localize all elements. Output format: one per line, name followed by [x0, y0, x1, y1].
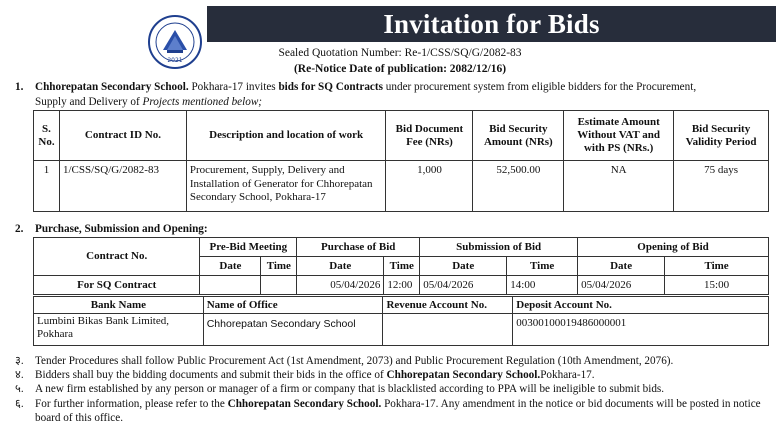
cell-revenue-account	[383, 314, 513, 346]
prebid-header: Pre-Bid Meeting	[200, 238, 297, 257]
table-row	[34, 161, 769, 212]
bank-table	[33, 296, 769, 346]
cell-description: Procurement, Supply, Delivery and Installation of Generator for Chhorepatan Secondary School, Pokhara-17	[186, 161, 386, 212]
cell-opening-date: 05/04/2026	[578, 276, 665, 295]
cell-purchase-date: 05/04/2026	[297, 276, 384, 295]
col-header-description: Description and location of work	[186, 111, 386, 161]
date-header: Date	[297, 257, 384, 276]
renotice-date: (Re-Notice Date of publication: 2082/12/16)	[293, 63, 507, 75]
purchase-header: Purchase of Bid	[297, 238, 420, 257]
cell-purchase-time: 12:00	[384, 276, 420, 295]
contract-table	[33, 110, 769, 212]
cell-submission-date: 05/04/2026	[420, 276, 507, 295]
time-header: Time	[261, 257, 297, 276]
date-header: Date	[578, 257, 665, 276]
schedule-table	[33, 237, 769, 295]
list-item: ५. A new firm established by any person or manager of a firm or company that is blacklisted according to PPA will be ineligible to submit bids.	[15, 383, 665, 396]
col-header-fee: Bid Document Fee (NRs)	[386, 111, 473, 161]
list-item: ६. For further information, please refer to the Chhorepatan Secondary School. Pokhara-17. Any amendment in the notice or bid documents will be posted in notice board of this office.	[15, 397, 761, 424]
revenue-header: Revenue Account No.	[383, 297, 513, 314]
time-header: Time	[507, 257, 578, 276]
cell-contract: For SQ Contract	[34, 276, 200, 295]
cell-prebid-date	[200, 276, 261, 295]
cell-submission-time: 14:00	[507, 276, 578, 295]
time-header: Time	[384, 257, 420, 276]
deposit-header: Deposit Account No.	[513, 297, 769, 314]
opening-header: Opening of Bid	[578, 238, 769, 257]
col-header-estimate: Estimate Amount Without VAT and with PS (NRs.)	[564, 111, 674, 161]
list-item: ३. Tender Procedures shall follow Public Procurement Act (1st Amendment, 2073) and Public Procurement Regulation (10th Amendment, 2076).	[15, 355, 674, 367]
cell-contract-id: 1/CSS/SQ/G/2082-83	[59, 161, 186, 212]
submission-header: Submission of Bid	[420, 238, 578, 257]
svg-text:2021: 2021	[167, 57, 183, 64]
cell-bank-name: Lumbini Bikas Bank Limited, Pokhara	[34, 314, 204, 346]
col-header-security: Bid Security Amount (NRs)	[473, 111, 564, 161]
list-item: ४. Bidders shall buy the bidding documents and submit their bids in the office of Chhorepatan Secondary School.Pokhara-17.	[15, 369, 595, 382]
cell-office: Chhorepatan Secondary School	[203, 314, 383, 346]
office-header: Name of Office	[203, 297, 383, 314]
table-row	[34, 314, 769, 346]
cell-sno: 1	[34, 161, 60, 212]
cell-security: 52,500.00	[473, 161, 564, 212]
cell-fee: 1,000	[386, 161, 473, 212]
notes-list	[15, 354, 775, 425]
cell-prebid-time	[261, 276, 297, 295]
date-header: Date	[200, 257, 261, 276]
cell-validity: 75 days	[674, 161, 769, 212]
col-header-validity: Bid Security Validity Period	[674, 111, 769, 161]
col-header-contract-id: Contract ID No.	[59, 111, 186, 161]
intro-paragraph: 1. Chhorepatan Secondary School. Pokhara-17 invites bids for SQ Contracts under procurement system from eligible bidders for the Procurement, Supply and Delivery of Projects mentioned below;	[15, 81, 697, 108]
col-header-sno: S. No.	[34, 111, 60, 161]
section2-heading: 2. Purchase, Submission and Opening:	[15, 223, 208, 235]
cell-opening-time: 15:00	[665, 276, 769, 295]
bank-name-header: Bank Name	[34, 297, 204, 314]
table-row	[34, 276, 769, 295]
contract-no-header: Contract No.	[34, 238, 200, 276]
time-header: Time	[665, 257, 769, 276]
page-title: Invitation for Bids	[207, 6, 776, 42]
date-header: Date	[420, 257, 507, 276]
cell-deposit-account: 00300100019486000001	[513, 314, 769, 346]
cell-estimate: NA	[564, 161, 674, 212]
quotation-number: Sealed Quotation Number: Re-1/CSS/SQ/G/2082-83	[278, 47, 522, 59]
